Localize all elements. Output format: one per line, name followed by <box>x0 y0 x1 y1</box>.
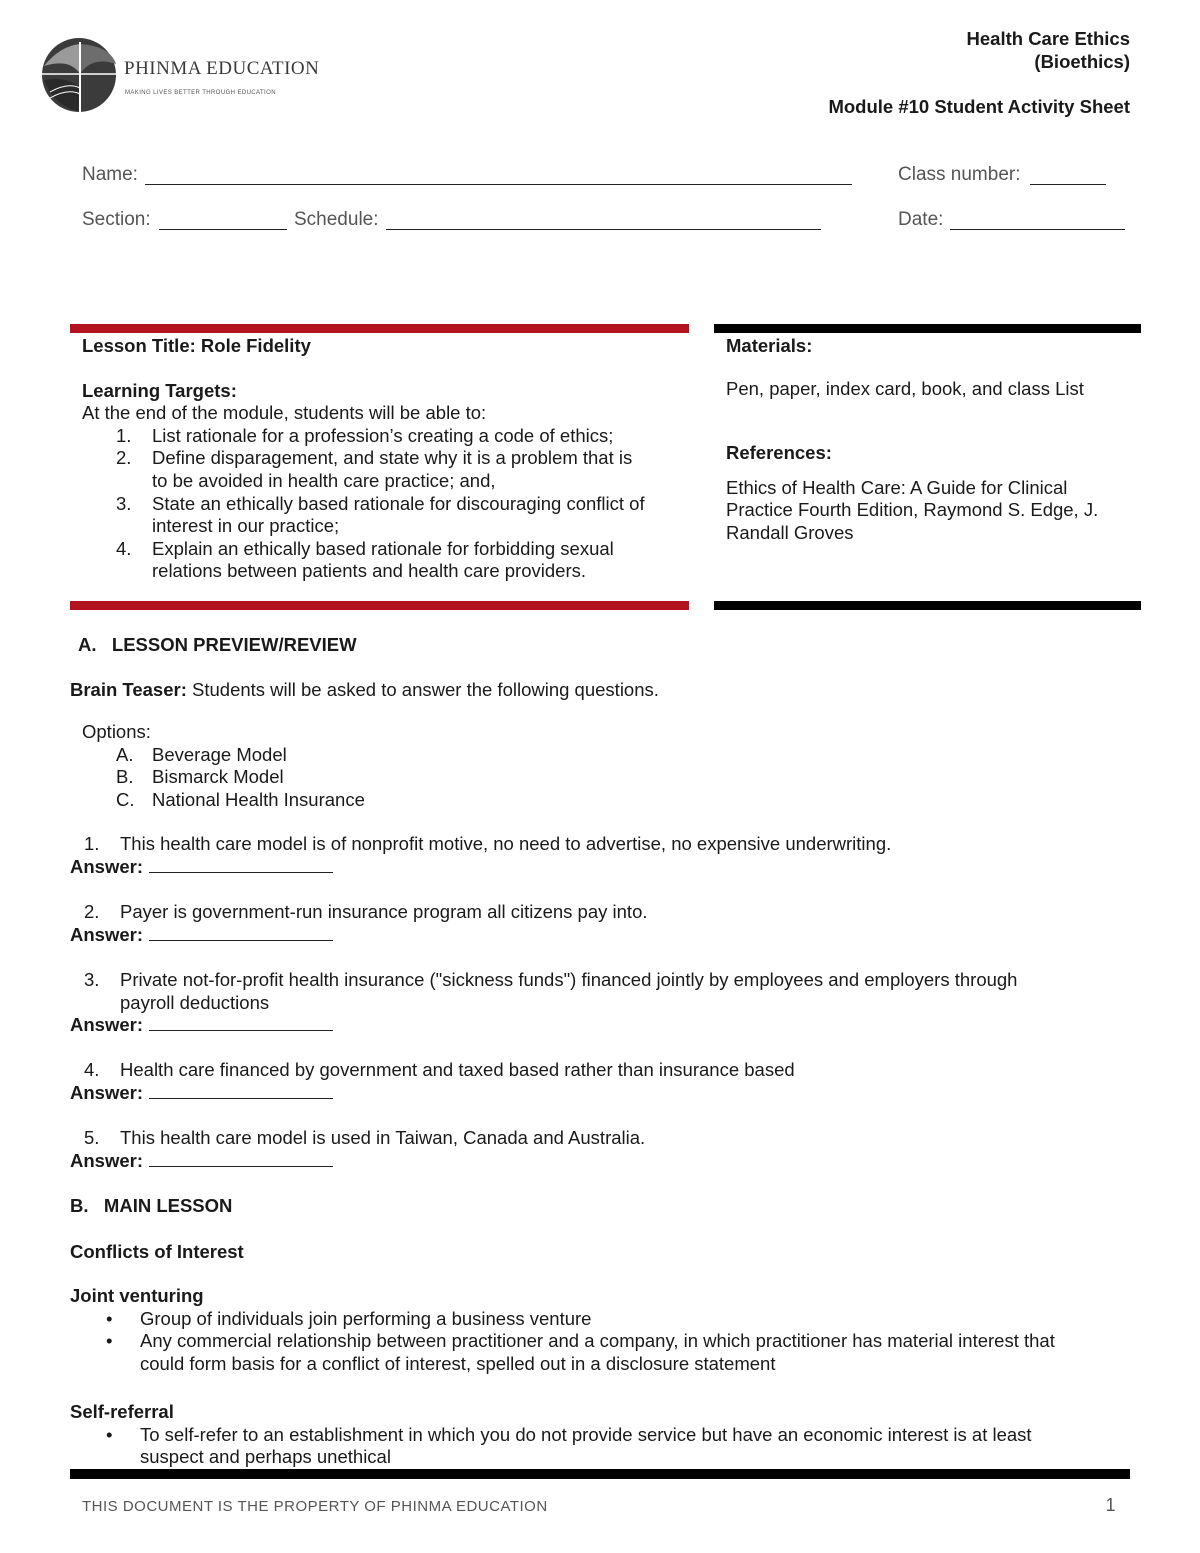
course-title: Health Care Ethics <box>966 28 1130 49</box>
bullet-icon: • <box>106 1423 113 1445</box>
answer-label: Answer: <box>70 1081 143 1103</box>
learning-targets-heading: Learning Targets: <box>82 379 237 401</box>
lesson-title: Lesson Title: Role Fidelity <box>82 335 311 356</box>
page-number: 1 <box>1105 1495 1116 1515</box>
answer-field[interactable] <box>149 1014 333 1031</box>
answer-field[interactable] <box>149 1150 333 1167</box>
brain-teaser-label: Brain Teaser: <box>70 679 187 700</box>
joint-venturing-block <box>70 1285 1140 1375</box>
section-field[interactable] <box>159 229 287 230</box>
references-heading: References: <box>726 442 832 464</box>
footer-property-text: THIS DOCUMENT IS THE PROPERTY OF PHINMA EDUCATION <box>82 1498 548 1515</box>
conflicts-heading: Conflicts of Interest <box>70 1241 244 1262</box>
name-label: Name: <box>82 164 138 185</box>
materials-box-top-rule <box>714 324 1141 333</box>
logo-wordmark: PHINMA EDUCATION <box>124 58 320 79</box>
answer-label: Answer: <box>70 1149 143 1171</box>
name-field[interactable] <box>145 184 852 185</box>
option-item: A. Beverage Model <box>116 743 287 765</box>
answer-label: Answer: <box>70 923 143 945</box>
option-item: B. Bismarck Model <box>116 766 284 788</box>
bullet-icon: • <box>106 1307 113 1329</box>
materials-heading: Materials: <box>726 335 813 356</box>
question-3: 3. Private not-for-profit health insurance ("sickness funds") financed jointly by employees and employers through payroll deductions Answer: <box>70 969 1018 1036</box>
question-1: 1. This health care model is of nonprofit motive, no need to advertise, no expensive underwriting. Answer: <box>70 833 892 877</box>
self-referral-heading: Self-referral <box>70 1401 174 1422</box>
lesson-box-top-rule <box>70 324 689 333</box>
list-item: 1. List rationale for a profession’s creating a code of ethics; <box>116 424 614 446</box>
list-item: 2. Define disparagement, and state why it is a problem that is to be avoided in health care practice; and, <box>116 447 633 491</box>
answer-label: Answer: <box>70 855 143 877</box>
list-item: 4. Explain an ethically based rationale for forbidding sexual relations between patients and health care providers. <box>116 537 614 582</box>
schedule-label: Schedule: <box>294 209 379 230</box>
section-b-heading: B. MAIN LESSON <box>70 1195 233 1216</box>
materials-box-bottom-rule <box>714 601 1141 610</box>
references-text: Ethics of Health Care: A Guide for Clinical Practice Fourth Edition, Raymond S. Edge, J. Randall Groves <box>726 476 1099 543</box>
logo-globe-icon <box>40 36 120 116</box>
class-number-label: Class number: <box>898 164 1021 185</box>
phinma-logo <box>40 36 320 116</box>
question-5: 5. This health care model is used in Taiwan, Canada and Australia. Answer: <box>70 1127 646 1171</box>
answer-label: Answer: <box>70 1014 143 1036</box>
learning-targets-intro: At the end of the module, students will be able to: <box>82 402 487 424</box>
logo-tagline: MAKING LIVES BETTER THROUGH EDUCATION <box>125 90 276 96</box>
answer-field[interactable] <box>149 924 333 941</box>
course-subtitle: (Bioethics) <box>1034 51 1130 72</box>
schedule-field[interactable] <box>386 229 821 230</box>
bullet-icon: • <box>106 1330 113 1352</box>
date-label: Date: <box>898 209 944 230</box>
learning-targets-list <box>82 425 682 583</box>
answer-field[interactable] <box>149 1082 333 1099</box>
list-item: • To self-refer to an establishment in which you do not provide service but have an economic interest is at least suspect and perhaps unethical <box>106 1423 1032 1468</box>
list-item: • Any commercial relationship between practitioner and a company, in which practitioner has material interest that could form basis for a conflict of interest, spelled out in a disclosure statement <box>106 1330 1055 1374</box>
options-label: Options: <box>82 721 151 742</box>
brain-teaser-text: Students will be asked to answer the following questions. <box>186 679 659 700</box>
class-number-field[interactable] <box>1030 184 1106 185</box>
list-item: • Group of individuals join performing a business venture <box>106 1307 592 1329</box>
joint-venturing-heading: Joint venturing <box>70 1285 204 1306</box>
list-item: 3. State an ethically based rationale for discouraging conflict of interest in our practice; <box>116 492 645 537</box>
lesson-box <box>82 335 682 583</box>
question-4: 4. Health care financed by government and taxed based rather than insurance based Answer: <box>70 1059 795 1103</box>
module-title: Module #10 Student Activity Sheet <box>828 96 1130 117</box>
brain-teaser <box>70 679 659 702</box>
materials-box <box>726 335 1136 545</box>
option-item: C. National Health Insurance <box>116 788 365 810</box>
materials-text: Pen, paper, index card, book, and class List <box>726 377 1084 399</box>
date-field[interactable] <box>950 229 1125 230</box>
answer-field[interactable] <box>149 856 333 873</box>
lesson-box-bottom-rule <box>70 601 689 610</box>
footer-rule <box>70 1469 1130 1479</box>
section-a-heading: A. LESSON PREVIEW/REVIEW <box>78 634 357 655</box>
question-2: 2. Payer is government-run insurance program all citizens pay into. Answer: <box>70 901 648 945</box>
options-block <box>82 721 582 811</box>
self-referral-block <box>70 1401 1140 1469</box>
section-label: Section: <box>82 209 151 230</box>
